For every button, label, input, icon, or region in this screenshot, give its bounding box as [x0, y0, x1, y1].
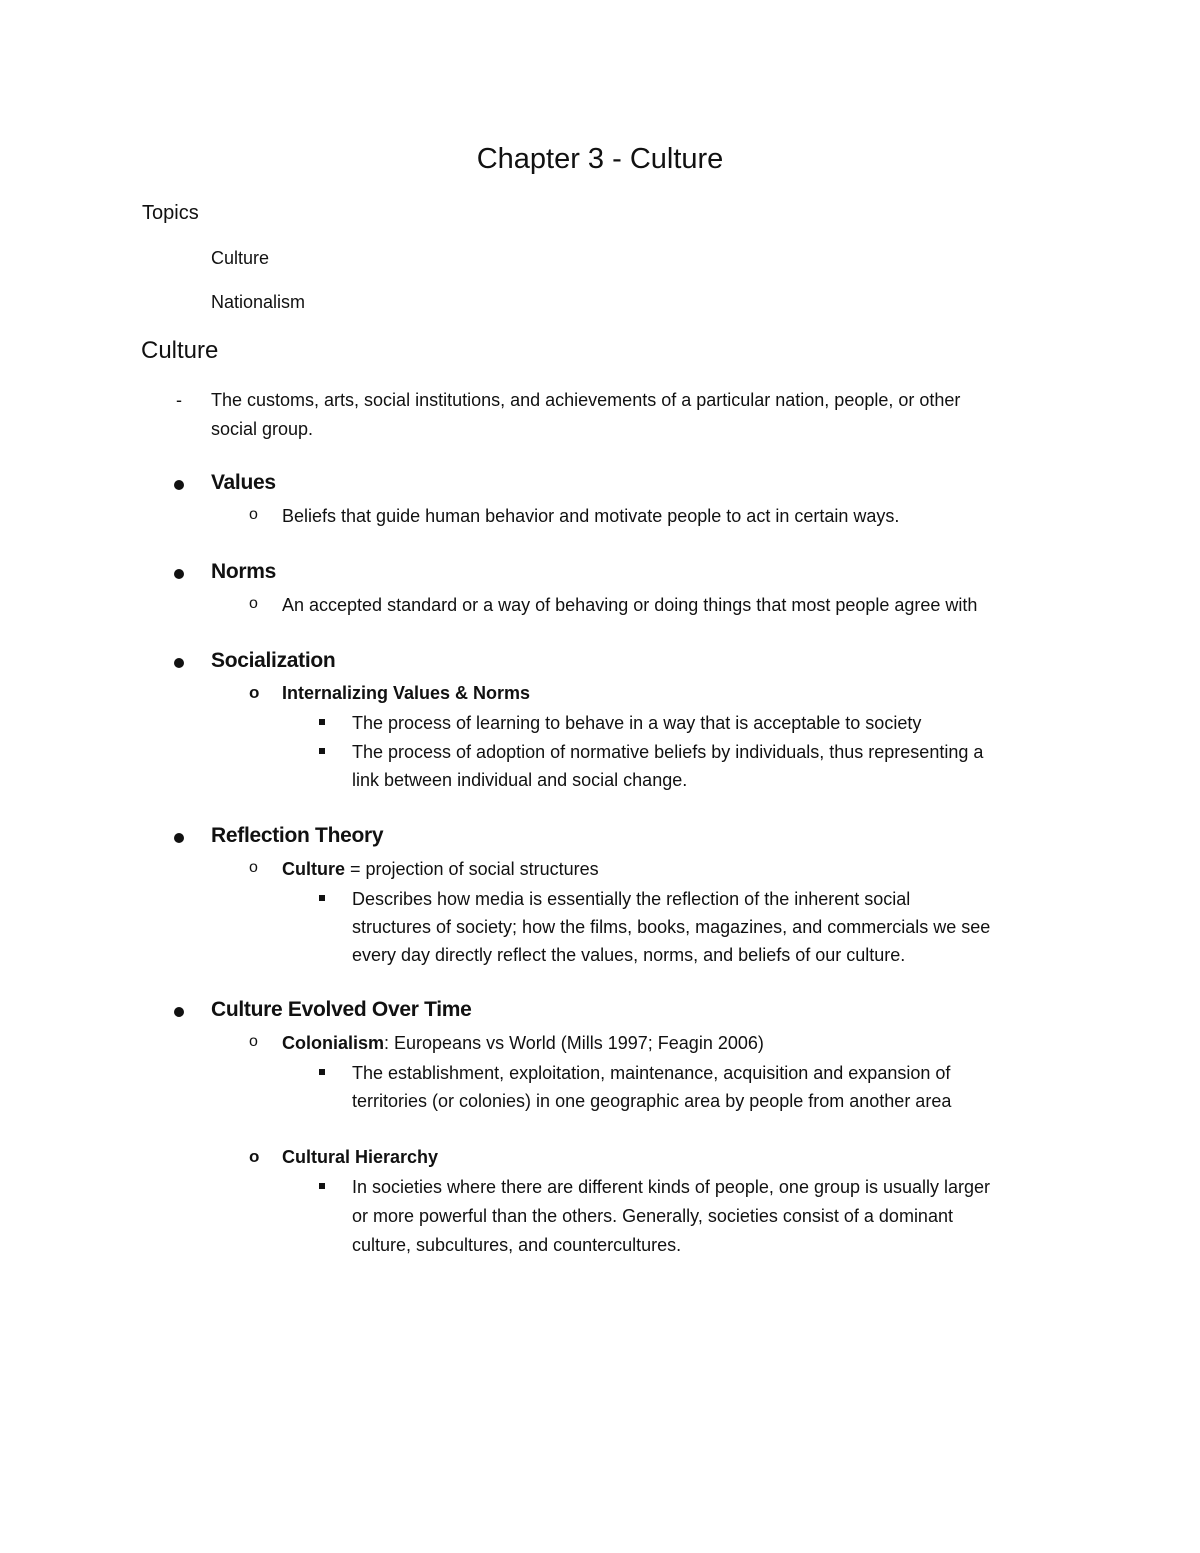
reflection-point-line1: Describes how media is essentially the reflection of the inherent social [352, 889, 911, 909]
reflection-sub-bold: Culture [282, 859, 345, 879]
colonialism-line2: territories (or colonies) in one geographic area by people from another area [352, 1091, 952, 1111]
colonialism-sub [282, 1029, 764, 1058]
socialization-point1: The process of learning to behave in a way that is acceptable to society [352, 713, 922, 733]
values-sub1: Beliefs that guide human behavior and motivate people to act in certain ways. [282, 506, 900, 526]
square-bullet [319, 1183, 325, 1189]
reflection-sub-rest: = projection of social structures [345, 859, 599, 879]
sub-bullet-o: o [249, 683, 260, 702]
topics-label: Topics [142, 202, 199, 224]
colonialism-rest: : Europeans vs World (Mills 1997; Feagin 2006) [384, 1033, 764, 1053]
bullet-dot [174, 480, 184, 490]
evolved-heading: Culture Evolved Over Time [211, 998, 472, 1021]
square-bullet [319, 1069, 325, 1075]
bullet-dot [174, 658, 184, 668]
colonialism-bold: Colonialism [282, 1033, 385, 1053]
page-title: Chapter 3 - Culture [476, 143, 724, 175]
reflection-heading: Reflection Theory [211, 824, 384, 847]
culture-definition-line1: The customs, arts, social institutions, and achievements of a particular nation, people, or other [211, 390, 961, 410]
reflection-sub [282, 855, 599, 884]
hierarchy-line2: or more powerful than the others. Generally, societies consist of a dominant [352, 1206, 953, 1226]
reflection-point-line2: structures of society; how the films, books, magazines, and commercials we see [352, 917, 991, 937]
hierarchy-line3: culture, subcultures, and countercultures. [352, 1235, 682, 1255]
hierarchy-line1: In societies where there are different kinds of people, one group is usually larger [352, 1177, 991, 1197]
topic-item-culture: Culture [211, 248, 270, 268]
socialization-subheading: Internalizing Values & Norms [282, 683, 531, 703]
socialization-heading: Socialization [211, 649, 336, 672]
bullet-dot [174, 569, 184, 579]
bullet-dot [174, 833, 184, 843]
norms-heading: Norms [211, 560, 277, 583]
square-bullet [319, 719, 325, 725]
square-bullet [319, 895, 325, 901]
sub-bullet-o: o [249, 859, 258, 876]
bullet-dot [174, 1007, 184, 1017]
values-heading: Values [211, 471, 276, 494]
norms-sub1: An accepted standard or a way of behaving or doing things that most people agree with [282, 595, 978, 615]
colonialism-line1: The establishment, exploitation, maintenance, acquisition and expansion of [352, 1063, 951, 1083]
socialization-point2-line1: The process of adoption of normative beliefs by individuals, thus representing a [352, 742, 984, 762]
socialization-point2-line2: link between individual and social change. [352, 770, 688, 790]
sub-bullet-o: o [249, 1147, 260, 1166]
dash-marker: - [176, 390, 182, 410]
reflection-point-line3: every day directly reflect the values, norms, and beliefs of our culture. [352, 945, 906, 965]
sub-bullet-o: o [249, 595, 258, 612]
topic-item-nationalism: Nationalism [211, 292, 306, 312]
sub-bullet-o: o [249, 506, 258, 523]
square-bullet [319, 748, 325, 754]
hierarchy-heading: Cultural Hierarchy [282, 1147, 439, 1167]
culture-definition-line2: social group. [211, 419, 314, 439]
sub-bullet-o: o [249, 1033, 258, 1050]
culture-heading: Culture [141, 337, 219, 364]
